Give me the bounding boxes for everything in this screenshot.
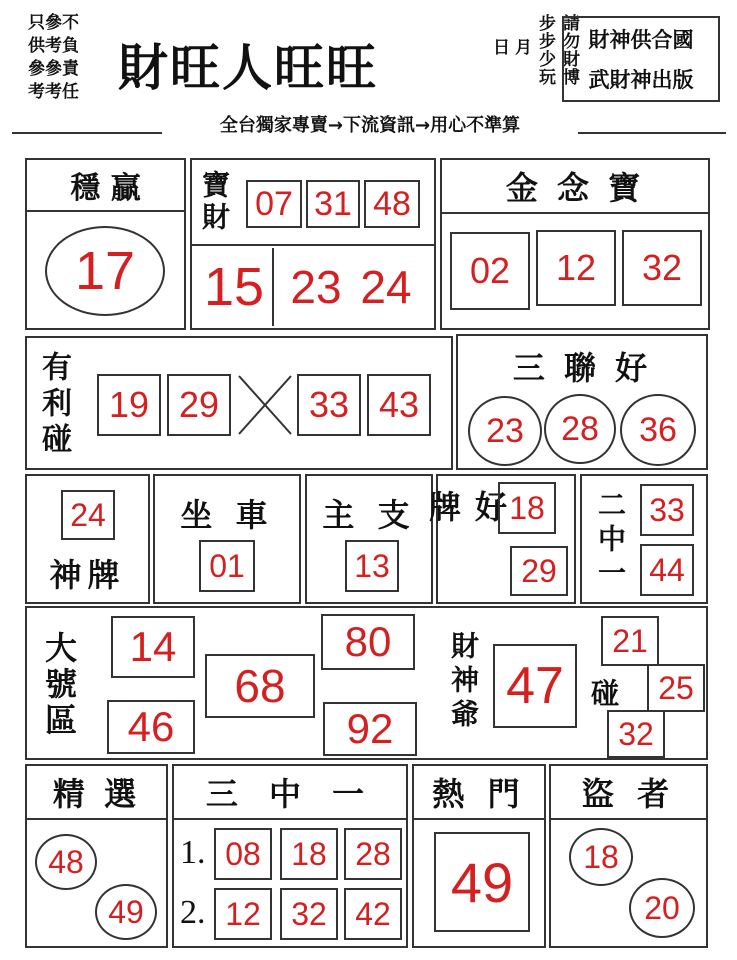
da-hao-qu-number: 80 [321, 614, 415, 670]
da-hao-qu-number: 92 [323, 702, 417, 756]
san-zhong-yi-number: 18 [280, 828, 338, 880]
zhu-zhi-title: 主 支 [322, 496, 416, 534]
disclaimer-line: 只參不 [28, 13, 79, 33]
shen-pai-title: 神牌 [49, 556, 126, 594]
you-li-peng-number: 29 [167, 374, 231, 436]
jing-xuan-number: 49 [95, 884, 157, 940]
divider [414, 818, 544, 820]
bao-cai-title: 寶財 [198, 170, 231, 234]
wen-ying-panel [25, 158, 186, 330]
cross-icon [235, 372, 295, 438]
da-hao-qu-number: 14 [111, 616, 195, 678]
san-zhong-yi-title: 三 中 一 [205, 775, 375, 813]
re-men-number: 49 [434, 832, 530, 932]
wen-ying-title: 穩 贏 [70, 171, 141, 206]
slogan: 全台獨家專賣→下流資訊→用心不準算 [219, 115, 521, 136]
disclaimer-line: 供考負 [28, 36, 79, 56]
slogan-rule-left [12, 132, 162, 134]
divider [551, 818, 706, 820]
you-li-peng-number: 19 [97, 374, 161, 436]
dao-zhe-number: 18 [569, 828, 633, 886]
you-li-peng-number: 33 [297, 374, 361, 436]
jin-nian-bao-title: 金 念 寶 [505, 169, 645, 207]
san-lian-hao-number: 23 [468, 396, 542, 466]
disclaimer-line: 考考任 [28, 82, 79, 102]
cai-shen-ye-number: 25 [647, 664, 705, 712]
jing-xuan-panel [25, 764, 168, 948]
jin-nian-bao-panel [440, 158, 710, 330]
san-zhong-yi-number: 42 [344, 888, 402, 940]
row-label: 1. [180, 834, 206, 871]
er-zhong-yi-title: 二中一 [594, 490, 627, 592]
row-label: 2. [180, 894, 206, 931]
er-zhong-yi-number: 44 [640, 544, 694, 596]
san-lian-hao-title: 三 聯 好 [512, 349, 652, 387]
jin-nian-bao-number: 32 [622, 230, 702, 306]
bao-cai-number: 31 [306, 180, 360, 228]
cai-shen-ye-number: 32 [607, 710, 665, 758]
jin-nian-bao-number: 12 [536, 230, 616, 306]
zhu-zhi-number: 13 [345, 540, 399, 592]
hao-pai-panel [424, 474, 576, 604]
bao-cai-number: 24 [360, 261, 412, 313]
zuo-che-number: 01 [199, 540, 255, 592]
divider [27, 818, 166, 820]
divider [27, 210, 184, 212]
zuo-che-panel [153, 474, 301, 604]
cai-shen-ye-title: 財神爺 [447, 631, 480, 733]
zuo-che-title: 坐 車 [180, 496, 274, 534]
cai-shen-ye-peng: 碰 [590, 677, 619, 710]
divider [192, 244, 434, 246]
re-men-panel [412, 764, 546, 948]
er-zhong-yi-panel [580, 474, 708, 604]
da-hao-qu-panel [25, 606, 708, 760]
da-hao-qu-number: 46 [107, 700, 195, 754]
hao-pai-number: 29 [510, 546, 568, 596]
hao-pai-number: 18 [498, 482, 556, 534]
bao-cai-number: 48 [364, 180, 420, 228]
you-li-peng-number: 43 [367, 374, 431, 436]
san-zhong-yi-number: 12 [214, 888, 272, 940]
san-lian-hao-number: 36 [620, 394, 696, 466]
disclaimer-notes [28, 12, 98, 108]
you-li-peng-panel [25, 336, 453, 470]
divider [442, 212, 708, 214]
da-hao-qu-title: 大號區 [40, 631, 78, 739]
dao-zhe-title: 盜 者 [581, 775, 676, 813]
advice-notes [488, 14, 579, 110]
dao-zhe-panel [549, 764, 708, 948]
san-zhong-yi-number: 08 [214, 828, 272, 880]
bao-cai-panel [190, 158, 436, 330]
dao-zhe-number: 20 [629, 878, 695, 938]
shen-pai-panel [25, 474, 150, 604]
publisher-line: 財神供合國 [588, 27, 694, 52]
san-zhong-yi-panel [172, 764, 408, 948]
disclaimer-line: 參參責 [28, 59, 79, 79]
wen-ying-number: 17 [45, 226, 165, 316]
publisher-box [562, 16, 720, 102]
cai-shen-ye-number: 47 [493, 644, 577, 728]
san-lian-hao-panel [456, 334, 708, 470]
bao-cai-number: 23 [290, 261, 342, 313]
divider [174, 818, 406, 820]
advice-col: 請勿財博 [559, 14, 579, 86]
hao-pai-title: 好牌 [424, 490, 508, 544]
zhu-zhi-panel [305, 474, 433, 604]
san-lian-hao-number: 28 [544, 394, 616, 464]
shen-pai-number: 24 [61, 490, 115, 540]
bao-cai-big-number: 15 [196, 248, 274, 326]
re-men-title: 熱 門 [432, 775, 526, 813]
jing-xuan-number: 48 [35, 834, 97, 890]
publisher-line: 武財神出版 [588, 67, 694, 92]
jin-nian-bao-number: 02 [450, 232, 530, 310]
date-col: 月日 [489, 38, 531, 79]
slogan-rule-right [578, 132, 726, 134]
advice-col: 步步少玩 [535, 14, 555, 86]
jing-xuan-title: 精 選 [52, 775, 141, 813]
san-zhong-yi-number: 32 [280, 888, 338, 940]
da-hao-qu-number: 68 [205, 654, 315, 718]
cai-shen-ye-number: 21 [601, 616, 659, 666]
you-li-peng-title: 有利碰 [36, 351, 71, 459]
bao-cai-number: 07 [246, 180, 302, 228]
page-title: 財旺人旺旺 [118, 38, 378, 97]
er-zhong-yi-number: 33 [640, 484, 694, 536]
san-zhong-yi-number: 28 [344, 828, 402, 880]
